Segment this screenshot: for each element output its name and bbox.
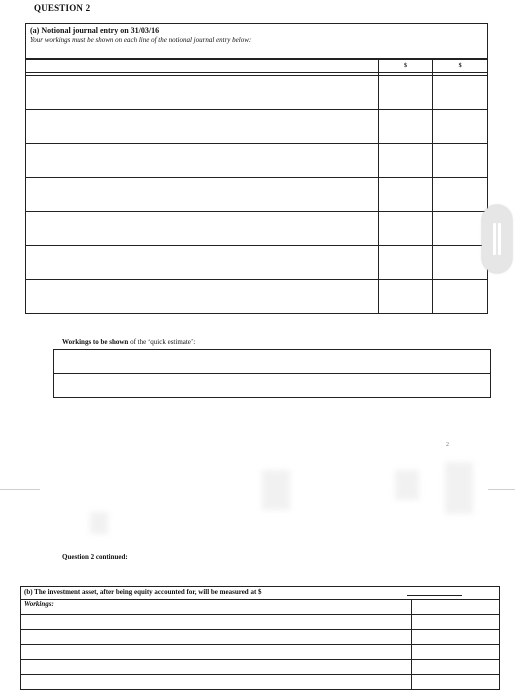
page-separator-left	[0, 489, 40, 490]
scroll-handle[interactable]	[482, 205, 512, 273]
workings-cell[interactable]	[54, 350, 491, 374]
journal-cell-entry[interactable]	[26, 76, 379, 110]
journal-cell-entry[interactable]	[26, 144, 379, 178]
section-b-cell[interactable]	[21, 645, 412, 660]
journal-header-row	[26, 60, 488, 73]
journal-cell-entry[interactable]	[26, 280, 379, 314]
section-b-row	[21, 630, 500, 645]
journal-row	[26, 178, 488, 212]
journal-cell-debit[interactable]	[378, 110, 433, 144]
debit-col-header: $	[378, 60, 433, 73]
page-number: 2	[446, 442, 449, 448]
section-b-statement: (b) The investment asset, after being equity accounted for, will be measured at $	[24, 588, 262, 596]
journal-row	[26, 246, 488, 280]
question-continued-label: Question 2 continued:	[62, 553, 128, 561]
credit-col-header: $	[433, 60, 488, 73]
scan-smudge	[262, 470, 290, 510]
question-title: QUESTION 2	[34, 3, 91, 13]
scan-smudge	[445, 462, 473, 514]
workings-row	[54, 350, 491, 374]
journal-header-blank	[26, 60, 379, 73]
journal-cell-credit[interactable]	[433, 178, 488, 212]
section-b-header	[20, 586, 500, 599]
journal-cell-entry[interactable]	[26, 212, 379, 246]
section-b-amount-cell[interactable]	[411, 630, 499, 645]
journal-cell-debit[interactable]	[378, 212, 433, 246]
journal-cell-credit[interactable]	[433, 280, 488, 314]
journal-cell-entry[interactable]	[26, 110, 379, 144]
section-b-amount-cell[interactable]	[411, 660, 499, 675]
page-separator-right	[488, 489, 515, 490]
section-b-workings-table	[20, 599, 500, 690]
journal-entry-table	[25, 59, 488, 314]
grip-line-icon	[493, 223, 496, 255]
section-b-row	[21, 660, 500, 675]
section-b-amount-cell[interactable]	[411, 675, 499, 690]
journal-cell-entry[interactable]	[26, 246, 379, 280]
scan-smudge	[90, 512, 108, 534]
section-b-cell[interactable]	[21, 615, 412, 630]
journal-row	[26, 76, 488, 110]
journal-row	[26, 144, 488, 178]
journal-cell-credit[interactable]	[433, 144, 488, 178]
section-b-row	[21, 615, 500, 630]
journal-cell-debit[interactable]	[378, 246, 433, 280]
journal-cell-credit[interactable]	[433, 246, 488, 280]
section-b-amount-cell[interactable]	[411, 600, 499, 615]
journal-cell-debit[interactable]	[378, 178, 433, 212]
workings-cell[interactable]	[54, 374, 491, 398]
workings-label-rest: of the ‘quick estimate’:	[128, 338, 196, 346]
section-a-title: (a) Notional journal entry on 31/03/16	[30, 26, 160, 35]
journal-cell-entry[interactable]	[26, 178, 379, 212]
section-a-instruction: Your workings must be shown on each line of the notional journal entry below:	[30, 36, 252, 44]
journal-row	[26, 110, 488, 144]
grip-line-icon	[498, 223, 501, 255]
amount-blank-line[interactable]	[407, 595, 462, 596]
section-b-row	[21, 600, 500, 615]
section-b-row	[21, 645, 500, 660]
journal-cell-credit[interactable]	[433, 212, 488, 246]
section-b-cell[interactable]	[21, 675, 412, 690]
section-b-workings-label: Workings:	[21, 600, 412, 615]
workings-label	[62, 338, 195, 346]
journal-row	[26, 212, 488, 246]
journal-row	[26, 280, 488, 314]
journal-cell-debit[interactable]	[378, 280, 433, 314]
workings-row	[54, 374, 491, 398]
section-b-cell[interactable]	[21, 660, 412, 675]
section-b-amount-cell[interactable]	[411, 645, 499, 660]
section-b-cell[interactable]	[21, 630, 412, 645]
scan-smudge	[395, 470, 419, 500]
workings-label-bold: Workings to be shown	[62, 338, 129, 346]
section-b-row	[21, 675, 500, 690]
section-a-header	[25, 23, 488, 59]
workings-table	[53, 349, 491, 398]
journal-cell-debit[interactable]	[378, 144, 433, 178]
journal-cell-credit[interactable]	[433, 110, 488, 144]
journal-cell-credit[interactable]	[433, 76, 488, 110]
section-b-amount-cell[interactable]	[411, 615, 499, 630]
journal-cell-debit[interactable]	[378, 76, 433, 110]
